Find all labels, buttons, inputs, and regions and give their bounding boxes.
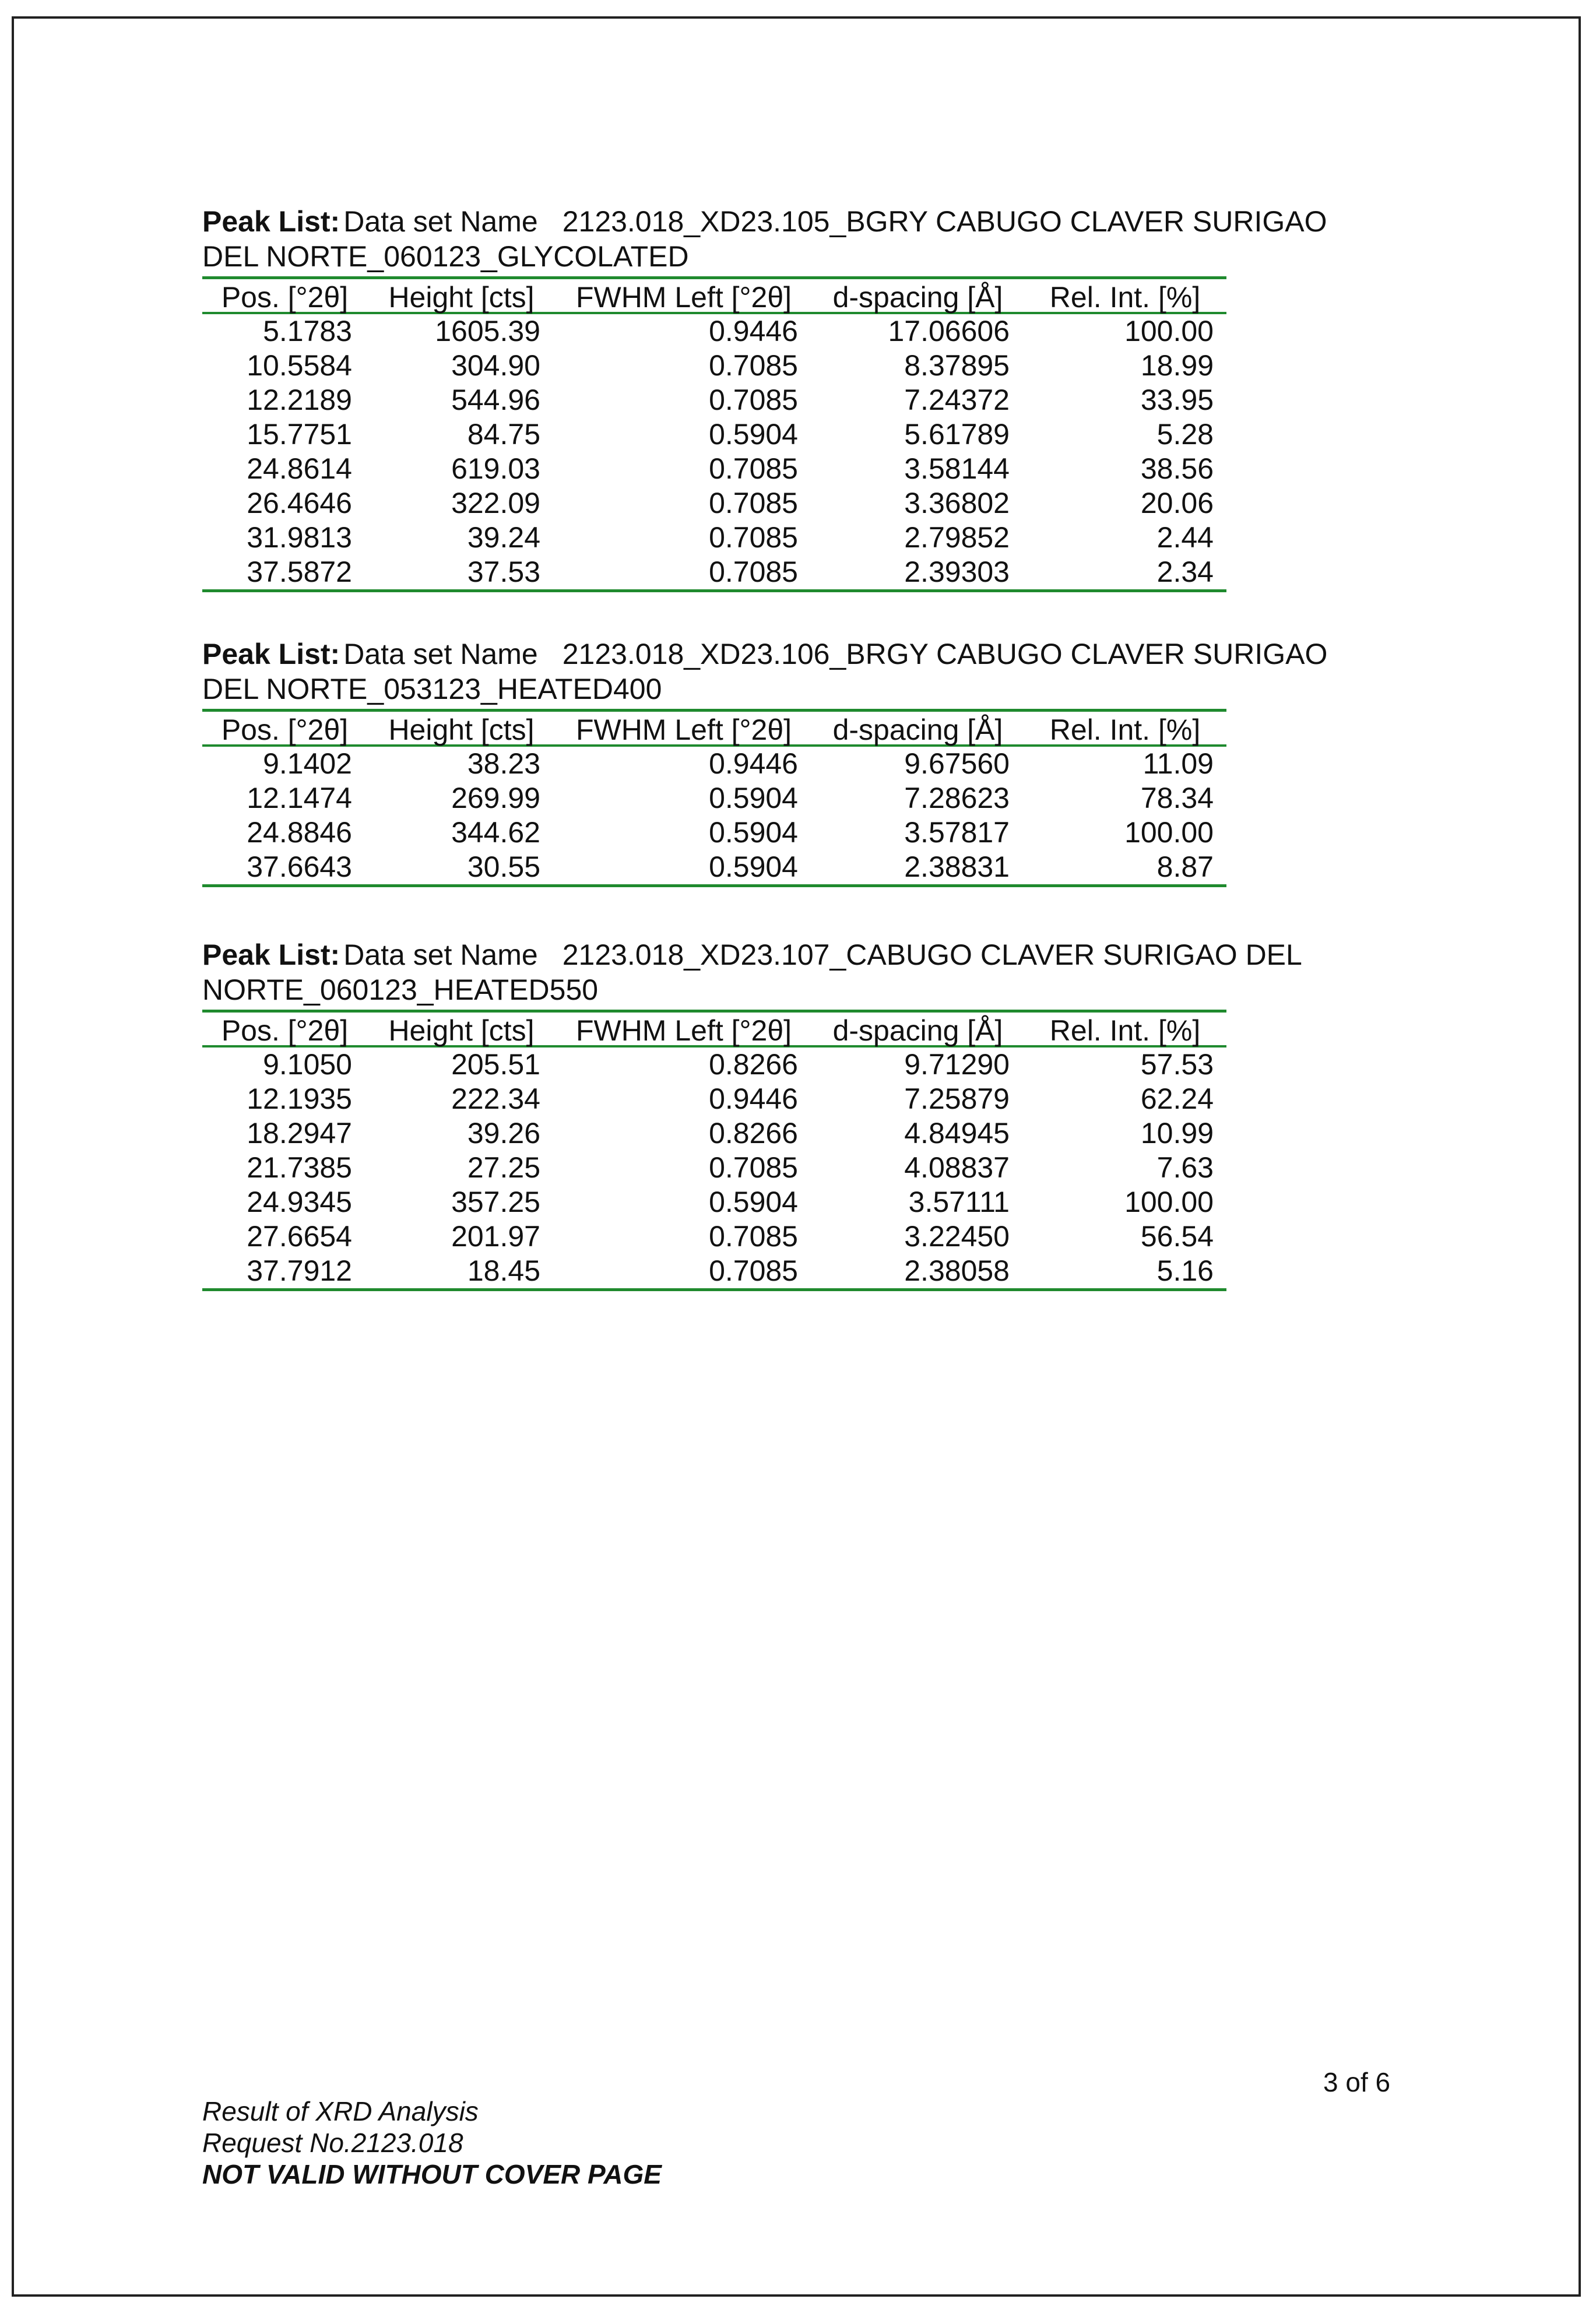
peak-list-label: Peak List: — [202, 638, 340, 670]
table-row — [202, 1185, 1226, 1219]
col-header-height: Height [cts] — [367, 1011, 556, 1047]
dataset-name-line1: 2123.018_XD23.107_CABUGO CLAVER SURIGAO DEL — [562, 938, 1302, 971]
col-header-fwhm: FWHM Left [°2θ] — [556, 711, 812, 746]
cell-pos: 31.9813 — [247, 521, 352, 554]
cell-d-spacing: 9.71290 — [904, 1048, 1010, 1081]
cell-fwhm: 0.7085 — [709, 384, 798, 416]
cell-fwhm: 0.7085 — [556, 555, 812, 591]
cell-fwhm: 0.5904 — [709, 782, 798, 814]
footer — [202, 2096, 662, 2190]
cell-d-spacing: 3.58144 — [904, 452, 1010, 485]
cell-rel-int: 57.53 — [1140, 1048, 1214, 1081]
cell-height: 201.97 — [451, 1220, 540, 1253]
table-row — [202, 555, 1226, 591]
cell-pos: 9.1402 — [263, 747, 352, 780]
cell-rel-int: 2.34 — [1024, 555, 1226, 591]
cell-d-spacing: 3.22450 — [904, 1220, 1010, 1253]
table-row — [202, 452, 1226, 486]
cell-pos: 12.2189 — [247, 384, 352, 416]
peak-list-heading — [202, 204, 1345, 274]
table-row — [202, 781, 1226, 815]
cell-rel-int: 56.54 — [1140, 1220, 1214, 1253]
cell-fwhm: 0.5904 — [556, 850, 812, 886]
cell-fwhm: 0.8266 — [709, 1117, 798, 1150]
col-header-height: Height [cts] — [367, 711, 556, 746]
peak-list-section-2 — [202, 637, 1345, 887]
table-header-row — [202, 1011, 1226, 1047]
cell-rel-int: 38.56 — [1140, 452, 1214, 485]
table-row — [202, 486, 1226, 521]
cell-fwhm: 0.7085 — [709, 1220, 798, 1253]
cell-rel-int: 100.00 — [1124, 315, 1214, 347]
cell-pos: 26.4646 — [247, 487, 352, 519]
cell-fwhm: 0.7085 — [709, 452, 798, 485]
cell-fwhm: 0.7085 — [709, 1151, 798, 1184]
cell-height: 269.99 — [451, 782, 540, 814]
cell-fwhm: 0.7085 — [556, 1254, 812, 1290]
cell-height: 39.26 — [467, 1117, 540, 1150]
cell-height: 30.55 — [367, 850, 556, 886]
cell-height: 205.51 — [451, 1048, 540, 1081]
cell-rel-int: 5.16 — [1024, 1254, 1226, 1290]
cell-fwhm: 0.5904 — [709, 1186, 798, 1218]
cell-rel-int: 7.63 — [1156, 1151, 1214, 1184]
cell-rel-int: 20.06 — [1140, 487, 1214, 519]
cell-pos: 9.1050 — [263, 1048, 352, 1081]
cell-pos: 12.1935 — [247, 1082, 352, 1115]
cell-fwhm: 0.7085 — [709, 521, 798, 554]
cell-rel-int: 10.99 — [1140, 1117, 1214, 1150]
cell-pos: 5.1783 — [263, 315, 352, 347]
cell-height: 84.75 — [467, 418, 540, 451]
cell-pos: 10.5584 — [247, 349, 352, 382]
dataset-name-label: Data set Name — [343, 638, 538, 670]
cell-rel-int: 5.28 — [1156, 418, 1214, 451]
cell-height: 37.53 — [367, 555, 556, 591]
dataset-name-label: Data set Name — [343, 938, 538, 971]
col-header-d-spacing: d-spacing [Å] — [812, 278, 1024, 314]
cell-rel-int: 100.00 — [1124, 816, 1214, 849]
cell-height: 344.62 — [451, 816, 540, 849]
dataset-name-line1: 2123.018_XD23.105_BGRY CABUGO CLAVER SURIGAO — [562, 205, 1327, 238]
dataset-name-line2: DEL NORTE_053123_HEATED400 — [202, 673, 662, 705]
cell-height: 39.24 — [467, 521, 540, 554]
col-header-fwhm: FWHM Left [°2θ] — [556, 278, 812, 314]
col-header-rel-int: Rel. Int. [%] — [1024, 1011, 1226, 1047]
cell-fwhm: 0.5904 — [709, 418, 798, 451]
cell-d-spacing: 3.57817 — [904, 816, 1010, 849]
cell-pos: 21.7385 — [247, 1151, 352, 1184]
cell-height: 18.45 — [367, 1254, 556, 1290]
cell-fwhm: 0.7085 — [709, 349, 798, 382]
cell-d-spacing: 5.61789 — [904, 418, 1010, 451]
cell-rel-int: 18.99 — [1140, 349, 1214, 382]
cell-fwhm: 0.8266 — [709, 1048, 798, 1081]
peak-list-label: Peak List: — [202, 938, 340, 971]
table-row — [202, 521, 1226, 555]
peak-table — [202, 1010, 1226, 1291]
cell-d-spacing: 2.38831 — [812, 850, 1024, 886]
table-row — [202, 1254, 1226, 1290]
col-header-rel-int: Rel. Int. [%] — [1024, 711, 1226, 746]
cell-pos: 37.7912 — [202, 1254, 367, 1290]
cell-height: 322.09 — [451, 487, 540, 519]
cell-d-spacing: 9.67560 — [904, 747, 1010, 780]
cell-fwhm: 0.5904 — [709, 816, 798, 849]
cell-pos: 27.6654 — [247, 1220, 352, 1253]
dataset-name-line2: NORTE_060123_HEATED550 — [202, 973, 599, 1006]
cell-height: 222.34 — [451, 1082, 540, 1115]
peak-list-heading — [202, 637, 1345, 706]
table-row — [202, 313, 1226, 349]
cell-d-spacing: 7.28623 — [904, 782, 1010, 814]
cell-fwhm: 0.9446 — [709, 747, 798, 780]
cell-d-spacing: 3.36802 — [904, 487, 1010, 519]
cell-pos: 24.8846 — [247, 816, 352, 849]
cell-d-spacing: 2.38058 — [812, 1254, 1024, 1290]
cell-rel-int: 78.34 — [1140, 782, 1214, 814]
peak-list-section-1 — [202, 204, 1345, 592]
peak-list-label: Peak List: — [202, 205, 340, 238]
col-header-fwhm: FWHM Left [°2θ] — [556, 1011, 812, 1047]
cell-height: 1605.39 — [435, 315, 540, 347]
footer-report-title: Result of XRD Analysis — [202, 2096, 479, 2126]
peak-table — [202, 276, 1226, 592]
cell-height: 357.25 — [451, 1186, 540, 1218]
cell-fwhm: 0.9446 — [709, 1082, 798, 1115]
table-row — [202, 746, 1226, 781]
cell-height: 619.03 — [451, 452, 540, 485]
cell-fwhm: 0.9446 — [709, 315, 798, 347]
cell-rel-int: 2.44 — [1156, 521, 1214, 554]
col-header-pos: Pos. [°2θ] — [202, 1011, 367, 1047]
cell-d-spacing: 2.39303 — [812, 555, 1024, 591]
dataset-name-line2: DEL NORTE_060123_GLYCOLATED — [202, 240, 689, 273]
col-header-pos: Pos. [°2θ] — [202, 711, 367, 746]
cell-d-spacing: 4.84945 — [904, 1117, 1010, 1150]
table-row — [202, 850, 1226, 886]
table-row — [202, 1219, 1226, 1254]
cell-height: 27.25 — [467, 1151, 540, 1184]
page-number: 3 of 6 — [1323, 2067, 1391, 2097]
table-row — [202, 1151, 1226, 1185]
cell-d-spacing: 2.79852 — [904, 521, 1010, 554]
cell-pos: 24.9345 — [247, 1186, 352, 1218]
col-header-rel-int: Rel. Int. [%] — [1024, 278, 1226, 314]
cell-rel-int: 62.24 — [1140, 1082, 1214, 1115]
cell-pos: 37.5872 — [202, 555, 367, 591]
cell-pos: 15.7751 — [247, 418, 352, 451]
cell-height: 544.96 — [451, 384, 540, 416]
table-header-row — [202, 278, 1226, 314]
table-row — [202, 383, 1226, 417]
col-header-pos: Pos. [°2θ] — [202, 278, 367, 314]
table-row — [202, 417, 1226, 452]
table-row — [202, 1046, 1226, 1082]
dataset-name-label: Data set Name — [343, 205, 538, 238]
cell-d-spacing: 3.57111 — [908, 1186, 1010, 1218]
cell-pos: 37.6643 — [202, 850, 367, 886]
table-row — [202, 1116, 1226, 1151]
cell-d-spacing: 7.24372 — [904, 384, 1010, 416]
peak-list-section-3 — [202, 937, 1345, 1291]
col-header-d-spacing: d-spacing [Å] — [812, 711, 1024, 746]
cell-pos: 18.2947 — [247, 1117, 352, 1150]
footer-validity-notice: NOT VALID WITHOUT COVER PAGE — [202, 2159, 662, 2189]
cell-pos: 24.8614 — [247, 452, 352, 485]
cell-d-spacing: 17.06606 — [888, 315, 1010, 347]
table-row — [202, 349, 1226, 383]
cell-d-spacing: 7.25879 — [904, 1082, 1010, 1115]
cell-rel-int: 8.87 — [1024, 850, 1226, 886]
cell-height: 38.23 — [467, 747, 540, 780]
cell-d-spacing: 4.08837 — [904, 1151, 1010, 1184]
peak-list-heading — [202, 937, 1345, 1007]
dataset-name-line1: 2123.018_XD23.106_BRGY CABUGO CLAVER SURIGAO — [562, 638, 1328, 670]
peak-table — [202, 709, 1226, 887]
cell-pos: 12.1474 — [247, 782, 352, 814]
cell-rel-int: 33.95 — [1140, 384, 1214, 416]
cell-rel-int: 100.00 — [1124, 1186, 1214, 1218]
cell-height: 304.90 — [451, 349, 540, 382]
cell-d-spacing: 8.37895 — [904, 349, 1010, 382]
col-header-height: Height [cts] — [367, 278, 556, 314]
cell-rel-int: 11.09 — [1142, 747, 1214, 780]
col-header-d-spacing: d-spacing [Å] — [812, 1011, 1024, 1047]
table-row — [202, 815, 1226, 850]
table-header-row — [202, 711, 1226, 746]
footer-request-number: Request No.2123.018 — [202, 2128, 463, 2158]
table-row — [202, 1082, 1226, 1116]
cell-fwhm: 0.7085 — [709, 487, 798, 519]
